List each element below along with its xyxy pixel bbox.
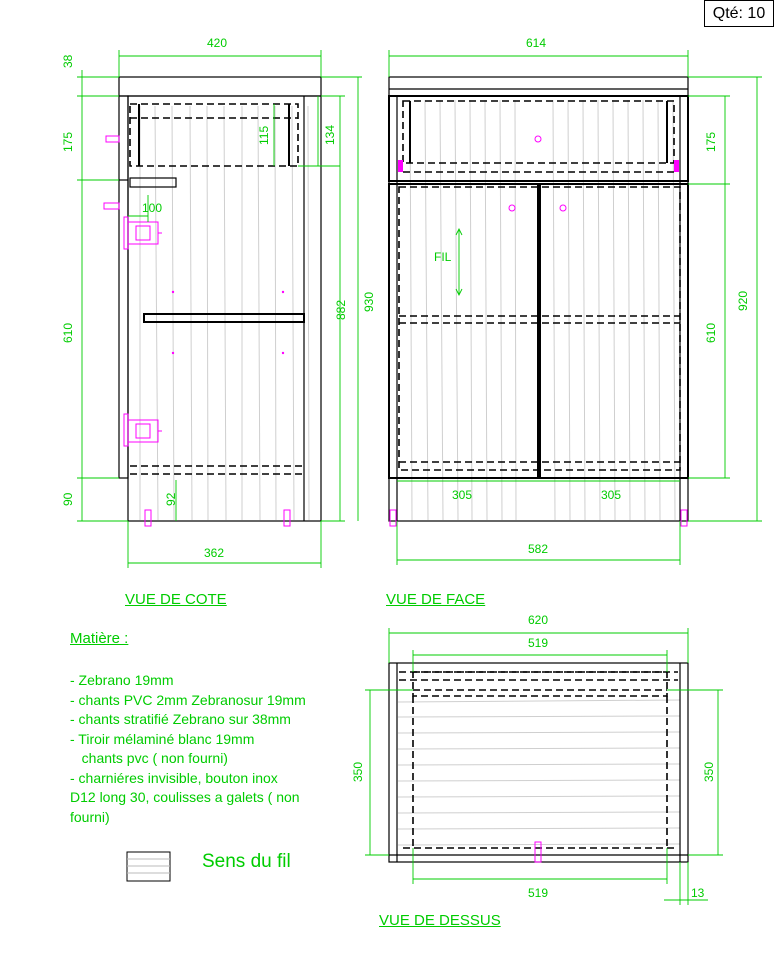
side-shelf bbox=[144, 314, 304, 322]
materials-line: - charniéres invisible, bouton inox bbox=[70, 769, 278, 786]
door-knob-right bbox=[560, 205, 566, 211]
side-dim-top-thickness: 38 bbox=[61, 54, 75, 68]
materials-line: - Tiroir mélaminé blanc 19mm bbox=[70, 730, 255, 747]
materials-line: fourni) bbox=[70, 808, 110, 825]
front-foot-left bbox=[390, 510, 396, 526]
side-dim-top-width: 420 bbox=[207, 36, 228, 50]
materials-line: chants pvc ( non fourni) bbox=[70, 750, 228, 766]
side-dim-bottom-width: 362 bbox=[204, 546, 225, 560]
grain-direction-arrow bbox=[456, 229, 462, 295]
materials-line: - Zebrano 19mm bbox=[70, 672, 174, 688]
side-view bbox=[61, 36, 376, 568]
side-dim-hinge-offset: 100 bbox=[142, 201, 163, 215]
front-dim-top-width: 614 bbox=[526, 36, 547, 50]
front-dim-drawer-height: 175 bbox=[704, 131, 718, 152]
side-knobs bbox=[104, 136, 119, 209]
top-dim-inner-width-top: 519 bbox=[528, 636, 549, 650]
front-dimensions bbox=[389, 50, 762, 565]
grain-legend-box bbox=[127, 852, 170, 881]
grain-label: FIL bbox=[434, 250, 452, 264]
side-dim-drawer-height: 175 bbox=[61, 131, 75, 152]
top-view bbox=[351, 613, 723, 905]
materials-heading: Matière : bbox=[70, 630, 129, 647]
grain-legend-label: Sens du fil bbox=[202, 851, 291, 872]
top-grain-lines bbox=[398, 700, 680, 845]
side-dim-door-height: 610 bbox=[61, 322, 75, 343]
side-worktop bbox=[119, 77, 321, 96]
materials-line: - chants stratifié Zebrano sur 38mm bbox=[70, 711, 291, 727]
materials-line: - chants PVC 2mm Zebranosur 19mm bbox=[70, 691, 306, 708]
front-dim-bottom-width: 582 bbox=[528, 542, 549, 556]
front-dim-total-height: 920 bbox=[736, 290, 750, 311]
front-dim-door-right: 305 bbox=[601, 488, 622, 502]
front-foot-right bbox=[681, 510, 687, 526]
top-outline bbox=[389, 663, 688, 862]
top-view-title: VUE DE DESSUS bbox=[379, 912, 501, 929]
side-dim-drawer-inner: 115 bbox=[257, 125, 271, 145]
side-dim-inner-height: 882 bbox=[334, 299, 348, 320]
top-dim-depth-right: 350 bbox=[702, 761, 716, 782]
materials-line: D12 long 30, coulisses a galets ( non bbox=[70, 789, 300, 805]
top-dim-outer-width: 620 bbox=[528, 613, 549, 627]
front-view bbox=[389, 36, 762, 565]
top-dim-depth-left: 350 bbox=[351, 761, 365, 782]
front-worktop bbox=[389, 77, 688, 96]
front-dim-door-height: 610 bbox=[704, 322, 718, 343]
front-view-title: VUE DE FACE bbox=[386, 591, 486, 608]
top-dimensions bbox=[365, 628, 723, 905]
side-foot-left bbox=[145, 510, 151, 526]
front-dim-door-left: 305 bbox=[452, 488, 473, 502]
side-foot-right bbox=[284, 510, 290, 526]
materials-list bbox=[70, 671, 360, 827]
top-dim-inner-width-bottom: 519 bbox=[528, 886, 549, 900]
side-dim-drawer-side: 134 bbox=[323, 124, 337, 145]
side-dim-foot-offset: 92 bbox=[164, 492, 178, 506]
side-dim-total-height: 930 bbox=[362, 291, 376, 312]
side-dim-base-height: 90 bbox=[61, 492, 75, 506]
quantity-label: Qté: 10 bbox=[712, 4, 766, 22]
side-view-title: VUE DE COTE bbox=[125, 591, 227, 608]
drawer-knob bbox=[535, 136, 541, 142]
door-knob-left bbox=[509, 205, 515, 211]
top-dim-edge-offset: 13 bbox=[691, 886, 705, 900]
side-dimensions bbox=[77, 50, 362, 568]
